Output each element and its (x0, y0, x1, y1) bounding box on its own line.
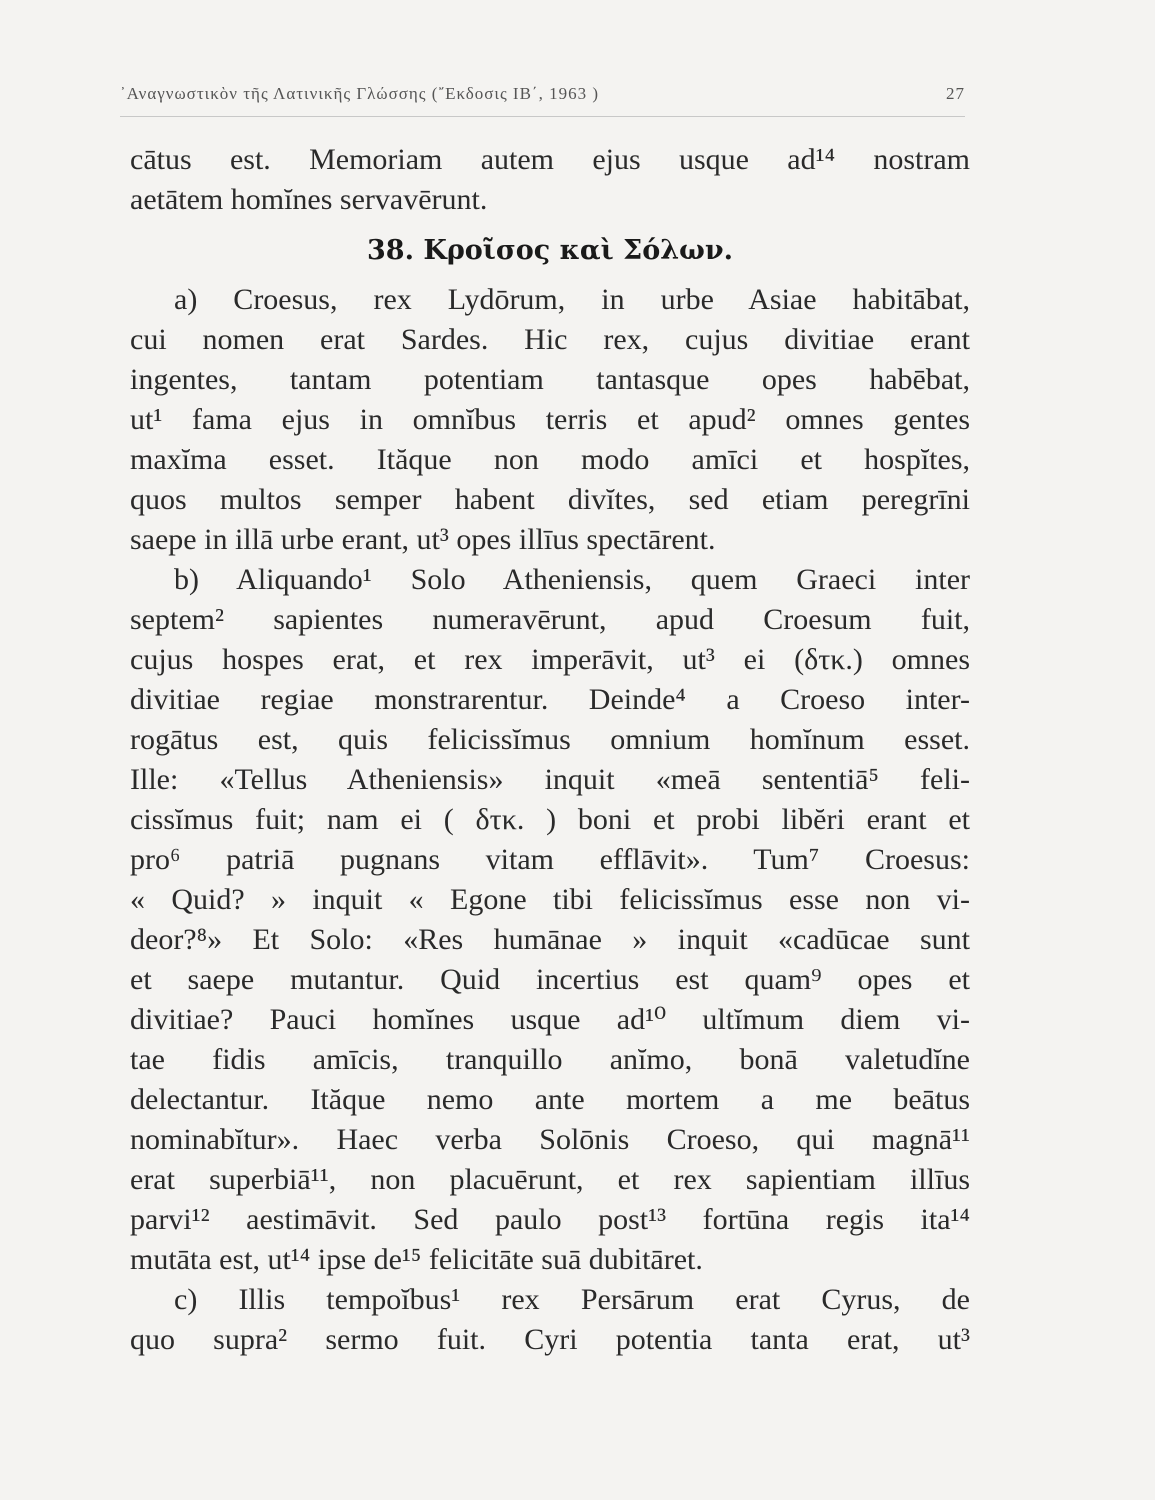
text-line: c) Illis tempoĭbus¹ rex Persārum erat Cyrus, de (174, 1283, 970, 1316)
running-head (120, 84, 965, 104)
text-line: Ille: «Tellus Atheniensis» inquit «meā sententiā⁵ feli- (130, 763, 970, 796)
text-line: aetātem homĭnes servavērunt. (130, 183, 488, 216)
running-head-title: ᾿Αναγνωστικὸν τῆς Λατινικῆς Γλώσσης (῎Εκδοσις ΙΒ΄, 1963 ) (120, 84, 599, 103)
text-line: quo supra² sermo fuit. Cyri potentia tanta erat, ut³ (130, 1323, 970, 1356)
text-line: cui nomen erat Sardes. Hic rex, cujus divitiae erant (130, 323, 970, 356)
text-line: et saepe mutantur. Quid incertius est quam⁹ opes et (130, 963, 970, 996)
text-line: « Quid? » inquit « Egone tibi felicissĭmus esse non vi- (130, 883, 970, 916)
text-line: divitiae regiae monstrarentur. Deinde⁴ a Croeso inter- (130, 683, 970, 716)
text-line: quos multos semper habent divĭtes, sed etiam peregrīni (130, 483, 970, 516)
header-rule (120, 116, 965, 117)
text-line: maxĭma esset. Ităque non modo amīci et hospĭtes, (130, 443, 970, 476)
text-line: tae fidis amīcis, tranquillo anĭmo, bonā valetudĭne (130, 1043, 970, 1076)
text-line: nominabĭtur». Haec verba Solōnis Croeso, qui magnā¹¹ (130, 1123, 970, 1156)
text-line: cātus est. Memoriam autem ejus usque ad¹⁴ nostram (130, 143, 970, 176)
section-heading: 38. Κροῖσος καὶ Σόλων. (367, 235, 733, 266)
text-line: cujus hospes erat, et rex imperāvit, ut³ ei (δτκ.) omnes (130, 643, 970, 676)
text-line: cissĭmus fuit; nam ei ( δτκ. ) boni et probi libĕri erant et (130, 803, 970, 836)
text-line: saepe in illā urbe erant, ut³ opes illīus spectārent. (130, 523, 716, 556)
text-line: septem² sapientes numeravērunt, apud Croesum fuit, (130, 603, 970, 636)
body-text (130, 140, 970, 1360)
text-line: divitiae? Pauci homĭnes usque ad¹⁰ ultĭmum diem vi- (130, 1003, 970, 1036)
page-number: 27 (946, 84, 965, 103)
text-line: pro⁶ patriā pugnans vitam efflāvit». Tum⁷ Croesus: (130, 843, 970, 876)
text-line: ut¹ fama ejus in omnĭbus terris et apud² omnes gentes (130, 403, 970, 436)
text-line: parvi¹² aestimāvit. Sed paulo post¹³ fortūna regis ita¹⁴ (130, 1203, 970, 1236)
text-line: deor?⁸» Et Solo: «Res humānae » inquit «cadūcae sunt (130, 923, 970, 956)
text-line: mutāta est, ut¹⁴ ipse de¹⁵ felicitāte suā dubitāret. (130, 1243, 703, 1276)
text-line: delectantur. Ităque nemo ante mortem a me beātus (130, 1083, 970, 1116)
text-line: ingentes, tantam potentiam tantasque opes habēbat, (130, 363, 970, 396)
text-line: erat superbiā¹¹, non placuērunt, et rex sapientiam illīus (130, 1163, 970, 1196)
text-line: rogātus est, quis felicissĭmus omnium homĭnum esset. (130, 723, 970, 756)
text-line: b) Aliquando¹ Solo Atheniensis, quem Graeci inter (174, 563, 970, 596)
text-line: a) Croesus, rex Lydōrum, in urbe Asiae habitābat, (174, 283, 970, 316)
